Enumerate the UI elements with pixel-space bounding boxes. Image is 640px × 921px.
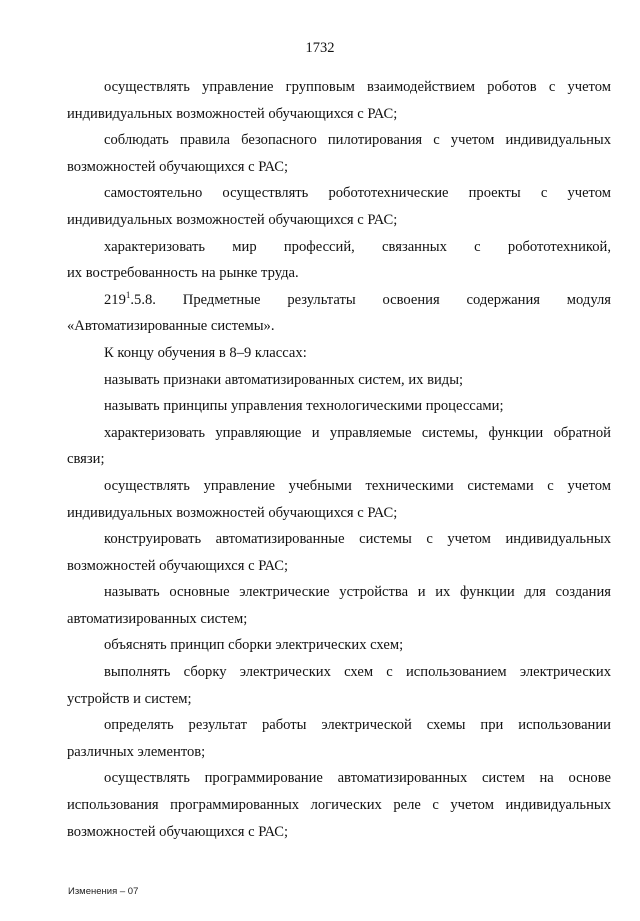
paragraph-line: называть принципы управления технологическими процессами; (104, 398, 504, 415)
paragraph (67, 74, 611, 127)
paragraph (67, 420, 611, 473)
paragraph-line: устройств и систем; (67, 690, 192, 707)
paragraph-line: осуществлять управление групповым взаимодействием роботов с учетом (104, 79, 611, 95)
paragraph-line: индивидуальных возможностей обучающихся с РАС; (67, 105, 398, 122)
paragraph-line: осуществлять управление учебными техническими системами с учетом (104, 477, 611, 494)
paragraph-line: выполнять сборку электрических схем с использованием электрических (104, 664, 611, 681)
paragraph-line: автоматизированных систем; (67, 610, 248, 627)
paragraph (67, 526, 611, 579)
page-number: 1732 (305, 40, 335, 56)
paragraph-line: их востребованность на рынке труда. (67, 265, 299, 282)
body-text (67, 74, 611, 845)
paragraph-line: характеризовать управляющие и управляемые системы, функции обратной (104, 424, 611, 441)
section-number: $219^1.5.8$. (104, 289, 156, 308)
paragraph (67, 765, 611, 845)
paragraph-line: называть признаки автоматизированных систем, их виды; (104, 371, 464, 388)
paragraph-line: индивидуальных возможностей обучающихся с РАС; (67, 211, 398, 228)
footer-revision-note: Изменения – 07 (68, 886, 139, 897)
paragraph (67, 712, 611, 765)
paragraph-line: различных элементов; (67, 743, 206, 760)
paragraph-line: связи; (67, 451, 105, 468)
paragraph (67, 473, 611, 526)
paragraph-line: определять результат работы электрической схемы при использовании (104, 717, 611, 734)
paragraph-line: характеризовать мир профессий, связанных с робототехникой, (104, 238, 611, 255)
section-heading-line: «Автоматизированные системы». (67, 318, 275, 335)
paragraph (67, 180, 611, 233)
paragraph-line: индивидуальных возможностей обучающихся с РАС; (67, 504, 398, 521)
paragraph (67, 340, 611, 367)
paragraph (67, 659, 611, 712)
paragraph-line: возможностей обучающихся с РАС; (67, 158, 289, 175)
paragraph-line: К концу обучения в 8–9 классах: (104, 344, 307, 361)
paragraph-line: соблюдать правила безопасного пилотирования с учетом индивидуальных (104, 132, 611, 149)
paragraph-line: самостоятельно осуществлять робототехнические проекты с учетом (104, 185, 611, 202)
paragraph-line: возможностей обучающихся с РАС; (67, 557, 289, 574)
paragraph-line: осуществлять программирование автоматизированных систем на основе (104, 770, 611, 787)
paragraph (67, 127, 611, 180)
paragraph (67, 632, 611, 659)
paragraph-line: объяснять принцип сборки электрических схем; (104, 637, 404, 654)
paragraph-line: возможностей обучающихся с РАС; (67, 823, 289, 840)
paragraph-line: называть основные электрические устройства и их функции для создания (104, 584, 611, 601)
paragraph (67, 579, 611, 632)
section-heading (67, 287, 611, 340)
section-heading-line: $219^1.5.8$. Предметные результаты освоения содержания модуля (104, 289, 611, 308)
paragraph (67, 367, 611, 394)
paragraph-line: использования программированных логических реле с учетом индивидуальных (67, 797, 611, 814)
paragraph (67, 393, 611, 420)
paragraph-line: конструировать автоматизированные системы с учетом индивидуальных (104, 531, 611, 548)
paragraph (67, 234, 611, 287)
